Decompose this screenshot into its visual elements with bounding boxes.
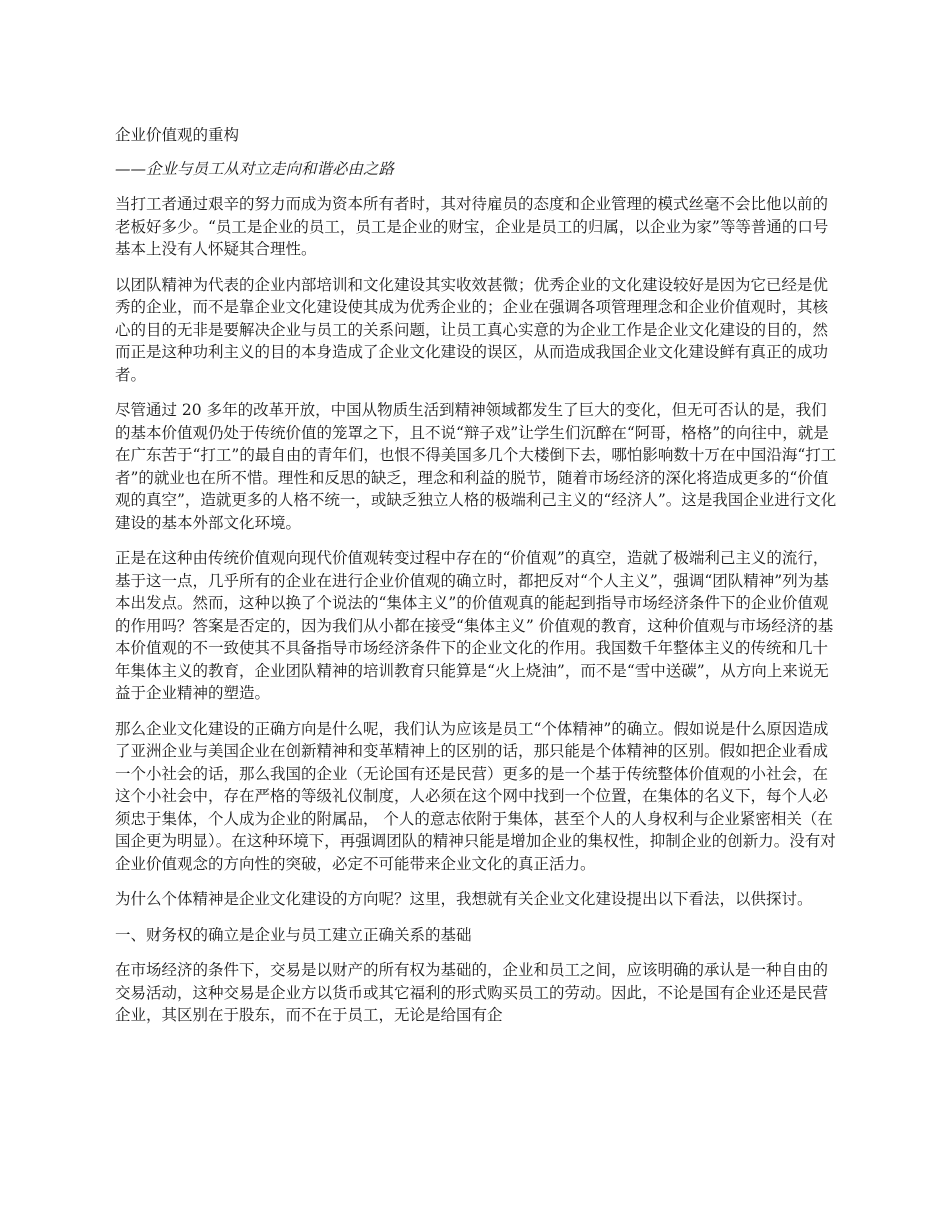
paragraph: 为什么个体精神是企业文化建设的方向呢？这里，我想就有关企业文化建设提出以下看法，以供探讨。 xyxy=(115,890,813,908)
document-page xyxy=(115,124,842,1040)
paragraph: 以团队精神为代表的企业内部培训和文化建设其实收效甚微；优秀企业的文化建设较好是因为它已经是优秀的企业，而不是靠企业文化建设使其成为优秀企业的；企业在强调各项管理理念和企业价值观时，其核心的目的无非是要解决企业与员工的关系问题，让员工真心实意的为企业工作是企业文化建设的目的，然而正是这种功利主义的目的本身造成了企业文化建设的误区，从而造成我国企业文化建设鲜有真正的成功者。 xyxy=(115,275,829,384)
paragraph: 在市场经济的条件下，交易是以财产的所有权为基础的，企业和员工之间，应该明确的承认是一种自由的交易活动，这种交易是企业方以货币或其它福利的形式购买员工的劳动。因此，不论是国有企业还是民营企业，其区别在于股东，而不在于员工，无论是给国有企 xyxy=(115,961,829,1024)
paragraph: 尽管通过 20 多年的改革开放，中国从物质生活到精神领域都发生了巨大的变化，但无可否认的是，我们的基本价值观仍处于传统价值的笼罩之下，且不说“辩子戏”让学生们沉醉在“阿哥，格格”的向往中，就是在广东苦于“打工”的最自由的青年们，也恨不得美国多几个大楼倒下去，哪怕影响数十万在中国沿海“打工者”的就业也在所不惜。理性和反思的缺乏，理念和利益的脱节，随着市场经济的深化将造成更多的“价值观的真空”，造就更多的人格不统一，或缺乏独立人格的极端利己主义的“经济人”。这是我国企业进行文化建设的基本外部文化环境。 xyxy=(115,401,837,532)
paragraph: 那么企业文化建设的正确方向是什么呢，我们认为应该是员工“个体精神”的确立。假如说是什么原因造成了亚洲企业与美国企业在创新精神和变革精神上的区别的话，那只能是个体精神的区别。假如把企业看成一个小社会的话，那么我国的企业（无论国有还是民营）更多的是一个基于传统整体价值观的小社会，在这个小社会中，存在严格的等级礼仪制度，人必须在这个网中找到一个位置，在集体的名义下，每个人必须忠于集体，个人成为企业的附属品， 个人的意志依附于集体，甚至个人的人身权利与企业紧密相关（在国企更为明显）。在这种环境下，再强调团队的精神只能是增加企业的集权性，抑制企业的创新力。没有对企业价值观念的方向性的突破，必定不可能带来企业文化的真正活力。 xyxy=(115,719,836,873)
section-heading: 一、财务权的确立是企业与员工建立正确关系的基础 xyxy=(115,925,472,944)
document-subtitle: ——企业与员工从对立走向和谐必由之路 xyxy=(115,159,395,178)
paragraph: 正是在这种由传统价值观向现代价值观转变过程中存在的“价值观”的真空，造就了极端利己主义的流行，基于这一点，几乎所有的企业在进行企业价值观的确立时，都把反对“个人主义”，强调“团队精神”列为基本出发点。然而，这种以换了个说法的“集体主义”的价值观真的能起到指导市场经济条件下的企业价值观的作用吗？答案是否定的，因为我们从小都在接受“集体主义” 价值观的教育，这种价值观与市场经济的基本价值观的不一致使其不具备指导市场经济条件下的企业文化的作用。我国数千年整体主义的传统和几十年集体主义的教育，企业团队精神的培训教育只能算是“火上烧油”，而不是“雪中送碳”，从方向上来说无益于企业精神的塑造。 xyxy=(115,549,834,702)
document-title: 企业价值观的重构 xyxy=(115,126,240,144)
paragraph: 当打工者通过艰辛的努力而成为资本所有者时，其对待雇员的态度和企业管理的模式丝毫不会比他以前的老板好多少。“员工是企业的员工，员工是企业的财宝，企业是员工的归属，以企业为家”等等普通的口号基本上没有人怀疑其合理性。 xyxy=(115,195,829,258)
